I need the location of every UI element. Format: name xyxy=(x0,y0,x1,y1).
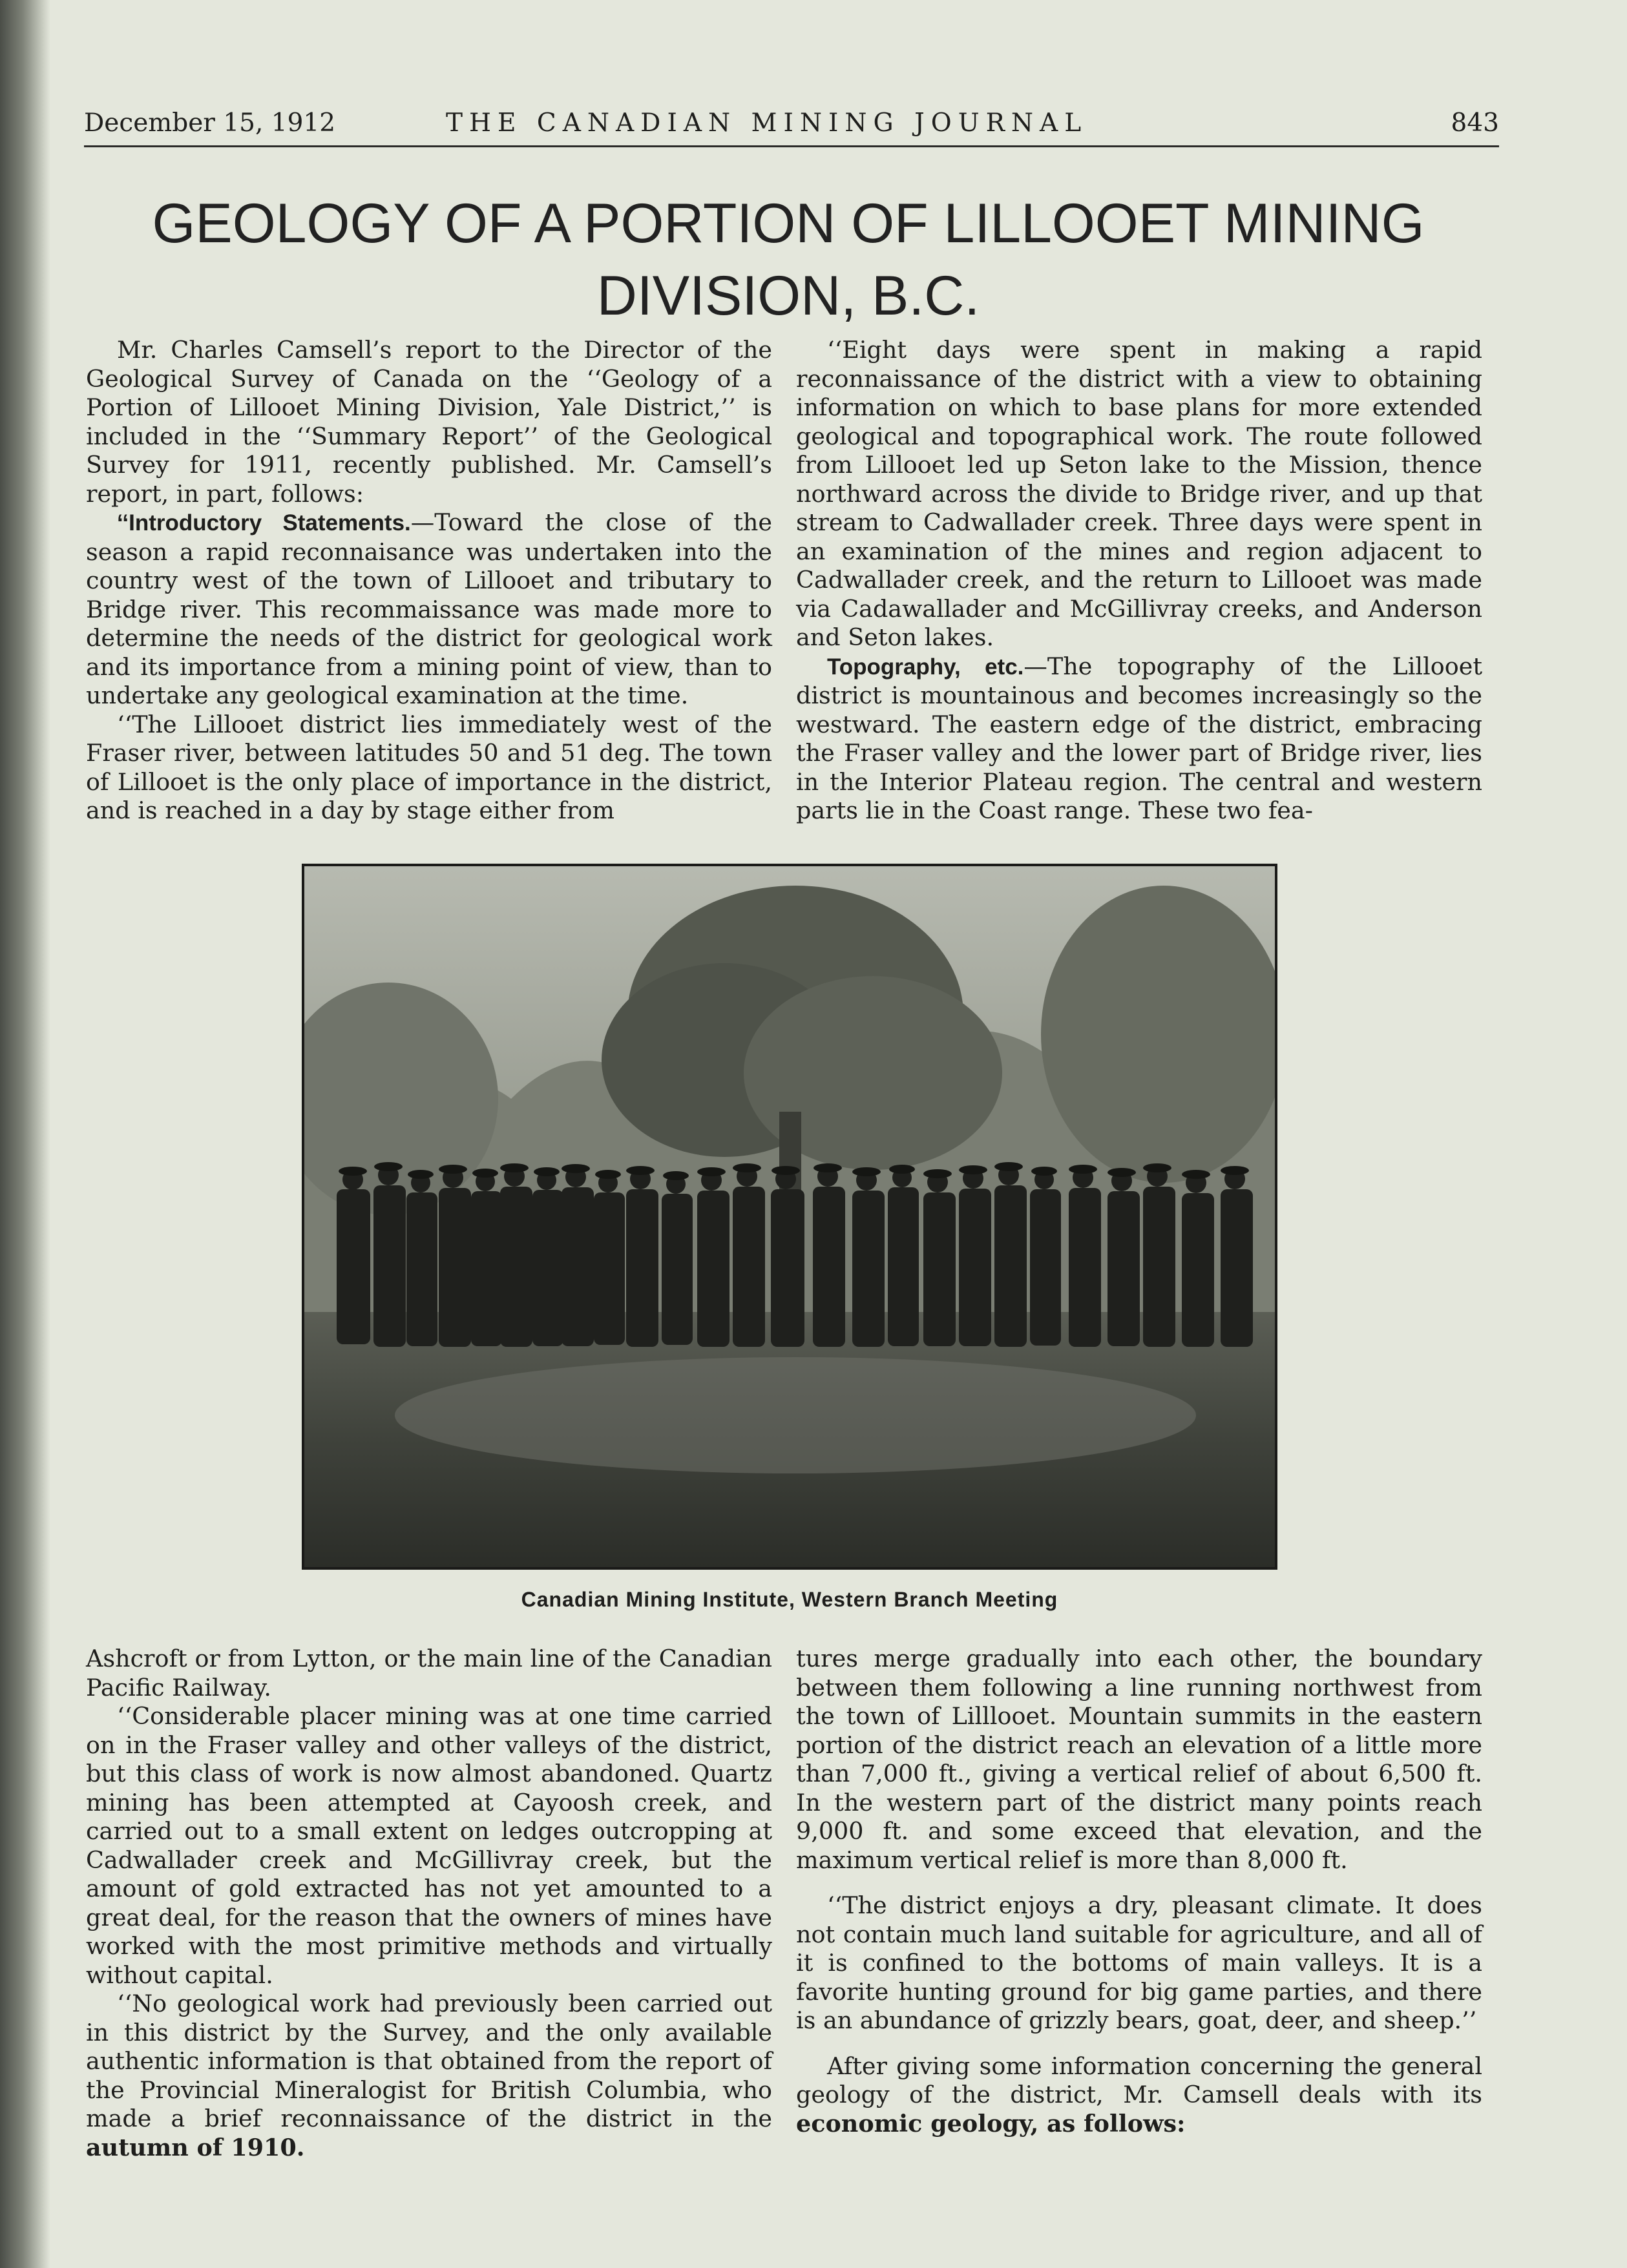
paragraph-text: —Toward the close of the season a rapid reconnaisance was undertaken into the country west of the town of Lillooet and tributary to Bridge river. This recommaissance was made more to determine the needs of the district for geological work and its importance from a mining point of view, than to undertake any geological examination at the time. xyxy=(86,508,772,709)
column-top-right xyxy=(796,336,1482,826)
photo-caption: Canadian Mining Institute, Western Branch Meeting xyxy=(521,1588,1058,1611)
paragraph-text: After giving some information concerning the general geology of the district, Mr. Camsell deals with its xyxy=(796,2052,1482,2108)
group-photograph xyxy=(302,864,1277,1570)
paragraph: ‘‘Considerable placer mining was at one time carried on in the Fraser valley and other valleys of the district, but this class of work is now almost abandoned. Quartz mining has been attempted at Cayoosh creek, and carried out to a small extent on ledges outcropping at Cadwallader creek and McGillivray creek, but the amount of gold extracted has not yet amounted to a great deal, for the reason that the owners of mines have worked with the most primitive methods and virtually without capital. xyxy=(86,1702,772,1989)
column-top-left xyxy=(86,336,772,826)
running-head xyxy=(84,109,1499,147)
column-bottom-left xyxy=(86,1645,772,2162)
paragraph-text: —The topography of the Lillooet district is mountainous and becomes increasingly so the westward. The eastern edge of the district, embracing the Fraser valley and the lower part of Bridge river, lies in the Interior Plateau region. The central and western parts lie in the Coast range. These two fea- xyxy=(796,652,1482,824)
section-lead-topography: Topography, etc. xyxy=(827,654,1024,680)
section-lead-introductory: ‘‘Introductory Statements. xyxy=(117,510,411,536)
column-bottom-right xyxy=(796,1645,1482,2138)
paragraph-text-bold: autumn of 1910. xyxy=(86,2133,305,2161)
journal-title: THE CANADIAN MINING JOURNAL xyxy=(446,109,1088,138)
issue-date: December 15, 1912 xyxy=(84,109,336,138)
paragraph: ‘‘Eight days were spent in making a rapid reconnaissance of the district with a view to obtaining information on which to base plans for more extended geological and topographical work. The route followed from Lillooet led up Seton lake to the Mission, thence northward across the divide to Bridge river, and up that stream to Cadwallader creek. Three days were spent in an examination of the mines and region adjacent to Cadwallader creek, and the return to Lillooet was made via Cadawallader and McGillivray creeks, and Anderson and Seton lakes. xyxy=(796,336,1482,651)
paragraph xyxy=(86,508,772,711)
article-title xyxy=(97,187,1480,332)
paragraph xyxy=(86,1990,772,2162)
paragraph xyxy=(796,2052,1482,2139)
paragraph-text: ‘‘No geological work had previously been carried out in this district by the Survey, and the only available authentic information is that obtained from the report of the Provincial Mineralogist for British Columbia, who made a brief reconnaissance of the district in the xyxy=(86,1990,772,2132)
paragraph: ‘‘The district enjoys a dry, pleasant climate. It does not contain much land suitable for agriculture, and all of it is confined to the bottoms of main valleys. It is a favorite hunting ground for big game parties, and there is an abundance of grizzly bears, goat, deer, and sheep.’’ xyxy=(796,1891,1482,2034)
book-spine-shadow xyxy=(0,0,50,2268)
article-title-line-2: DIVISION, B.C. xyxy=(596,265,980,327)
paragraph: tures merge gradually into each other, the boundary between them following a line running northwest from the town of Lilllooet. Mountain summits in the eastern portion of the district reach an elevation of a little more than 7,000 ft., giving a vertical relief of about 6,500 ft. In the western part of the district many points reach 9,000 ft. and some exceed that elevation, and the maximum vertical relief is more than 8,000 ft. xyxy=(796,1645,1482,1874)
paragraph: ‘‘The Lillooet district lies immediately west of the Fraser river, between latitudes 50 and 51 deg. The town of Lillooet is the only place of importance in the district, and is reached in a day by stage either from xyxy=(86,710,772,824)
article-title-line-1: GEOLOGY OF A PORTION OF LILLOOET MINING xyxy=(152,192,1425,255)
paragraph: Mr. Charles Camsell’s report to the Director of the Geological Survey of Canada on the ‘‘Geology of a Portion of Lillooet Mining Division, Yale District,’’ is included in the ‘‘Summary Report’’ of the Geological Survey for 1911, recently published. Mr. Camsell’s report, in part, follows: xyxy=(86,336,772,508)
paragraph-text-bold: economic geology, as follows: xyxy=(796,2109,1186,2138)
paragraph xyxy=(796,652,1482,826)
header-rule xyxy=(84,145,1499,147)
paragraph: Ashcroft or from Lytton, or the main line of the Canadian Pacific Railway. xyxy=(86,1645,772,1701)
group-photograph-image xyxy=(304,866,1275,1567)
page-number: 843 xyxy=(1451,109,1499,138)
